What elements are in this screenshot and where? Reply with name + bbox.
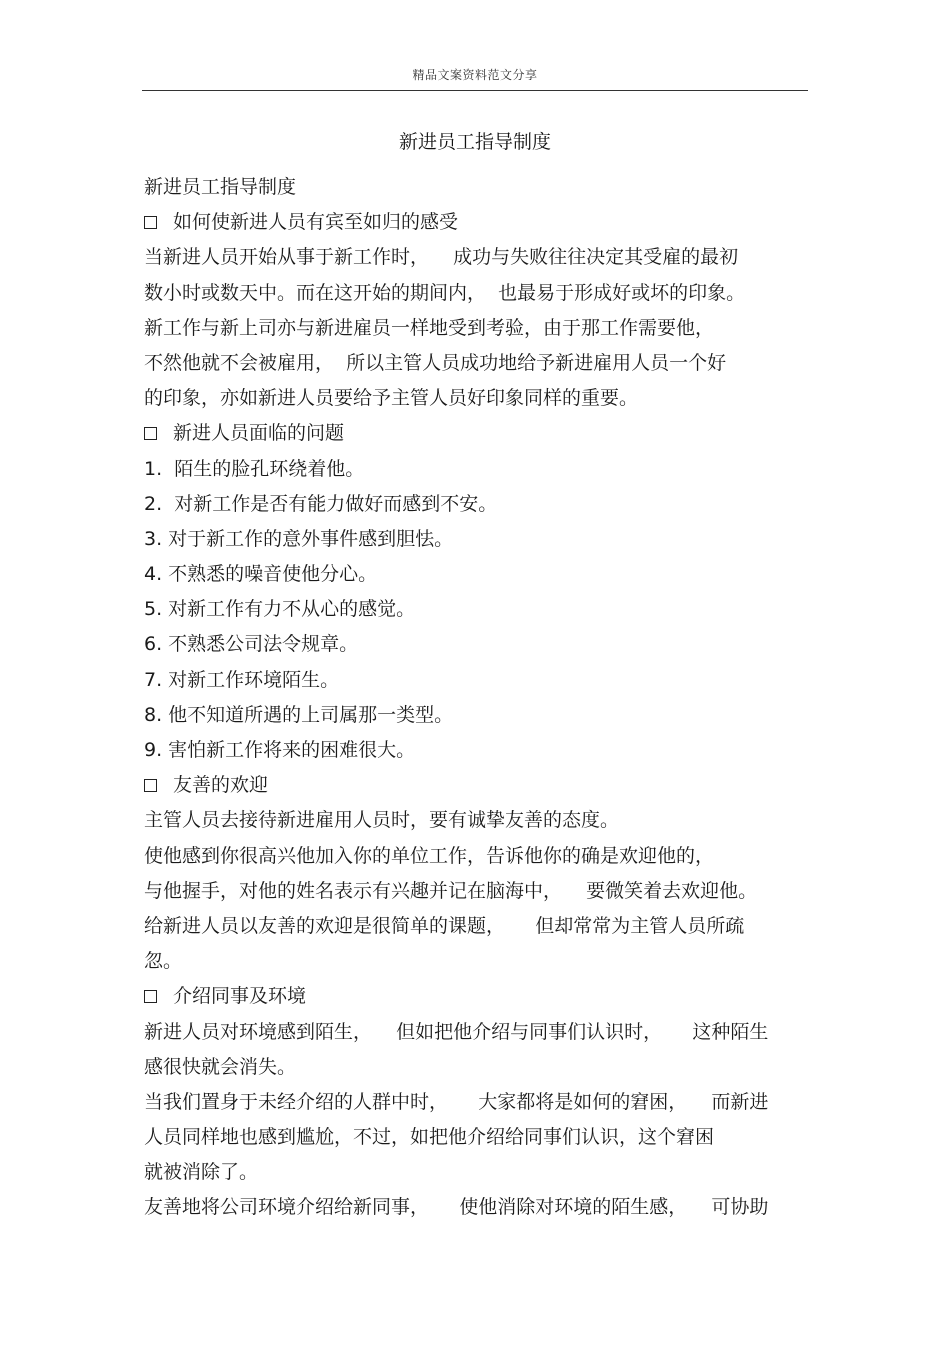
text-line bbox=[144, 592, 814, 627]
text-line bbox=[144, 522, 814, 557]
text-line bbox=[144, 487, 814, 522]
line-text: 3. 对于新工作的意外事件感到胆怯。 bbox=[144, 527, 454, 550]
text-line bbox=[144, 909, 814, 944]
line-text: 介绍同事及环境 bbox=[173, 985, 307, 1008]
line-text: 8. 他不知道所遇的上司属那一类型。 bbox=[144, 703, 454, 726]
header-divider bbox=[142, 90, 808, 91]
text-line bbox=[144, 803, 814, 838]
text-line bbox=[144, 1155, 814, 1190]
section-heading bbox=[144, 205, 814, 240]
checkbox-icon bbox=[144, 990, 157, 1003]
line-text: 新工作与新上司亦与新进雇员一样地受到考验，由于那工作需要他， bbox=[144, 316, 715, 339]
checkbox-icon bbox=[144, 427, 157, 440]
text-line bbox=[144, 1085, 814, 1120]
text-line bbox=[144, 698, 814, 733]
line-text: 友善地将公司环境介绍给新同事， 使他消除对环境的陌生感， 可协助 bbox=[144, 1196, 769, 1219]
document-title: 新进员工指导制度 bbox=[398, 131, 551, 153]
line-text: 人员同样地也感到尴尬，不过，如把他介绍给同事们认识，这个窘困 bbox=[144, 1126, 715, 1149]
line-text: 当新进人员开始从事于新工作时， 成功与失败往往决定其受雇的最初 bbox=[144, 246, 739, 269]
text-line bbox=[144, 1050, 814, 1085]
checkbox-icon bbox=[144, 216, 157, 229]
line-text: 1. 陌生的脸孔环绕着他。 bbox=[144, 457, 365, 480]
line-text: 友善的欢迎 bbox=[173, 774, 269, 797]
text-line bbox=[144, 627, 814, 662]
line-text: 新进员工指导制度 bbox=[144, 176, 297, 198]
line-text: 6. 不熟悉公司法令规章。 bbox=[144, 633, 359, 656]
line-text: 忽。 bbox=[144, 950, 183, 973]
line-text: 新进人员对环境感到陌生， 但如把他介绍与同事们认识时， 这种陌生 bbox=[144, 1020, 769, 1043]
text-line bbox=[144, 452, 814, 487]
text-line bbox=[144, 557, 814, 592]
text-line bbox=[144, 381, 814, 416]
text-line bbox=[144, 276, 814, 311]
text-line bbox=[144, 346, 814, 381]
text-line bbox=[144, 874, 814, 909]
line-text: 与他握手，对他的姓名表示有兴趣并记在脑海中， 要微笑着去欢迎他。 bbox=[144, 879, 758, 902]
text-line bbox=[144, 170, 814, 205]
page-header: 精品文案资料范文分享 bbox=[412, 68, 538, 82]
text-line bbox=[144, 1190, 814, 1225]
text-line bbox=[144, 1120, 814, 1155]
line-text: 感很快就会消失。 bbox=[144, 1055, 297, 1078]
section-heading bbox=[144, 416, 814, 451]
document-body bbox=[144, 170, 814, 1226]
section-heading bbox=[144, 979, 814, 1014]
line-text: 主管人员去接待新进雇用人员时，要有诚挚友善的态度。 bbox=[144, 809, 620, 832]
text-line bbox=[144, 311, 814, 346]
line-text: 给新进人员以友善的欢迎是很简单的课题， 但却常常为主管人员所疏 bbox=[144, 914, 745, 937]
line-text: 使他感到你很高兴他加入你的单位工作，告诉他你的确是欢迎他的， bbox=[144, 844, 715, 867]
line-text: 就被消除了。 bbox=[144, 1161, 259, 1184]
text-line bbox=[144, 663, 814, 698]
line-text: 当我们置身于未经介绍的人群中时， 大家都将是如何的窘困， 而新进 bbox=[144, 1090, 769, 1113]
line-text: 7. 对新工作环境陌生。 bbox=[144, 668, 340, 691]
text-line bbox=[144, 944, 814, 979]
line-text: 的印象，亦如新进人员要给予主管人员好印象同样的重要。 bbox=[144, 387, 639, 410]
line-text: 4. 不熟悉的噪音使他分心。 bbox=[144, 563, 378, 586]
line-text: 新进人员面临的问题 bbox=[173, 422, 345, 445]
text-line bbox=[144, 733, 814, 768]
line-text: 9. 害怕新工作将来的困难很大。 bbox=[144, 739, 416, 761]
text-line bbox=[144, 1015, 814, 1050]
text-line bbox=[144, 839, 814, 874]
line-text: 不然他就不会被雇用， 所以主管人员成功地给予新进雇用人员一个好 bbox=[144, 351, 727, 374]
line-text: 5. 对新工作有力不从心的感觉。 bbox=[144, 598, 416, 621]
line-text: 数小时或数天中。而在这开始的期间内， 也最易于形成好或坏的印象。 bbox=[144, 281, 746, 304]
line-text: 2. 对新工作是否有能力做好而感到不安。 bbox=[144, 492, 498, 515]
text-line bbox=[144, 240, 814, 275]
line-text: 如何使新进人员有宾至如归的感受 bbox=[173, 211, 459, 234]
section-heading bbox=[144, 768, 814, 803]
checkbox-icon bbox=[144, 779, 157, 792]
